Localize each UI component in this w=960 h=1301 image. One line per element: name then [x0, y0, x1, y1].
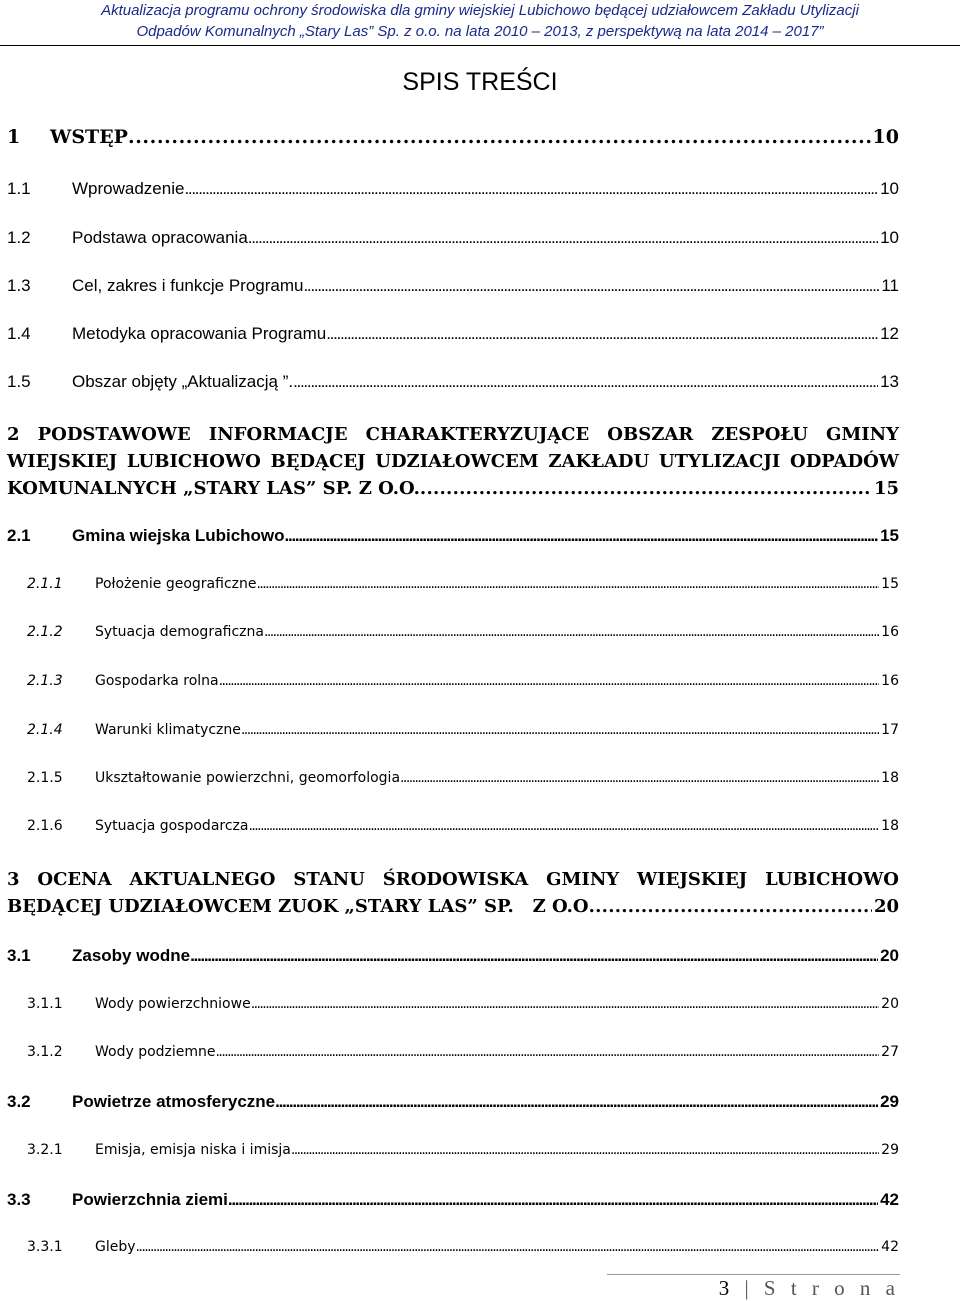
toc-leader	[264, 624, 879, 640]
toc-page: 15	[880, 526, 899, 545]
toc-number: 3.3.1	[27, 1239, 63, 1255]
toc-text: Ukształtowanie powierzchni, geomorfologia	[95, 770, 401, 786]
toc-text-line-2: WIEJSKIEJ LUBICHOWO BĘDĄCEJ UDZIAŁOWCEM ZAKŁADU UTYLIZACJI ODPADÓW	[7, 451, 899, 472]
toc-text-line-3: KOMUNALNYCH „STARY LAS” SP. Z O.O.	[7, 478, 420, 499]
toc-leader	[219, 673, 880, 689]
toc-page: 20	[873, 896, 899, 917]
toc-page: 12	[880, 324, 899, 343]
toc-text: Wody podziemne	[95, 1044, 216, 1060]
toc-page: 10	[880, 228, 899, 247]
running-header	[0, 0, 960, 46]
header-line-1: Aktualizacja programu ochrony środowiska dla gminy wiejskiej Lubichowo będącej udziałowcem Zakładu Utylizacji	[101, 2, 859, 19]
toc-entry-3-1[interactable]	[7, 946, 899, 966]
toc-entry-3-3-1[interactable]	[27, 1239, 899, 1255]
toc-number: 1.2	[7, 228, 31, 247]
toc-entry-3-2-1[interactable]	[27, 1142, 899, 1158]
toc-entry-3[interactable]	[7, 866, 899, 920]
toc-text-line-2: BĘDĄCEJ UDZIAŁOWCEM ZUOK „STARY LAS” SP. Z O.O	[7, 896, 589, 917]
toc-text: Metodyka opracowania Programu	[72, 324, 327, 343]
toc-page: 17	[881, 722, 899, 738]
toc-entry-1[interactable]	[7, 126, 899, 148]
toc-entry-2-1-5[interactable]	[27, 770, 899, 786]
toc-text-line-1: 3 OCENA AKTUALNEGO STANU ŚRODOWISKA GMINY WIEJSKIEJ LUBICHOWO	[7, 869, 899, 890]
toc-page: 15	[881, 576, 899, 592]
toc-entry-2-1[interactable]	[7, 526, 899, 546]
toc-text: Wprowadzenie	[72, 179, 185, 198]
toc-page: 18	[881, 818, 899, 834]
toc-number: 3.3	[7, 1190, 31, 1209]
toc-leader	[216, 1044, 880, 1060]
toc-entry-1-3[interactable]	[7, 276, 899, 296]
toc-text: Gmina wiejska Lubichowo	[72, 526, 285, 545]
toc-text: Warunki klimatyczne	[95, 722, 241, 738]
footer-separator: |	[744, 1276, 754, 1300]
toc-entry-3-2[interactable]	[7, 1092, 899, 1112]
toc-text: Sytuacja gospodarcza	[95, 818, 249, 834]
toc-text: Zasoby wodne	[72, 946, 191, 965]
toc-page: 20	[880, 946, 899, 965]
toc-page: 18	[881, 770, 899, 786]
toc-leader	[184, 179, 878, 199]
toc-page: 15	[873, 478, 899, 499]
toc-leader	[291, 1142, 879, 1158]
toc-text: Podstawa opracowania	[72, 228, 248, 247]
toc-number: 1.1	[7, 179, 31, 198]
header-line-2: Odpadów Komunalnych „Stary Las” Sp. z o.o. na lata 2010 – 2013, z perspektywą na lata 2014 – 2017”	[136, 23, 824, 40]
toc-text: Obszar objęty „Aktualizacją ”.	[72, 372, 294, 391]
footer-page-number: 3	[718, 1276, 735, 1300]
toc-entry-2[interactable]	[7, 421, 899, 502]
toc-entry-2-1-3[interactable]	[27, 673, 899, 689]
toc-number: 3.1.2	[27, 1044, 63, 1060]
footer-divider	[607, 1274, 900, 1275]
toc-text: Powietrze atmosferyczne	[72, 1092, 276, 1111]
toc-page: 10	[872, 126, 899, 148]
toc-leader	[241, 722, 879, 738]
toc-leader	[326, 324, 878, 344]
toc-page: 29	[881, 1142, 899, 1158]
toc-leader	[303, 276, 879, 296]
toc-text: Cel, zakres i funkcje Programu	[72, 276, 304, 295]
toc-leader	[589, 893, 872, 920]
toc-page: 16	[881, 673, 899, 689]
toc-number: 2.1.2	[27, 624, 63, 640]
toc-entry-2-1-1[interactable]	[27, 576, 899, 592]
toc-text: Powierzchnia ziemi	[72, 1190, 228, 1209]
toc-entry-1-4[interactable]	[7, 324, 899, 344]
toc-page: 11	[881, 276, 899, 295]
toc-text-line-1: 2 PODSTAWOWE INFORMACJE CHARAKTERYZUJĄCE OBSZAR ZESPOŁU GMINY	[7, 424, 899, 445]
toc-page: 10	[880, 179, 899, 198]
toc-text: Położenie geograficzne	[95, 576, 257, 592]
toc-number: 3.2	[7, 1092, 31, 1111]
toc-leader	[400, 770, 879, 786]
toc-leader	[228, 1190, 878, 1210]
toc-leader	[248, 228, 878, 248]
toc-number: 1.3	[7, 276, 31, 295]
toc-number: 1	[7, 126, 21, 148]
toc-page: 20	[881, 996, 899, 1012]
toc-leader	[251, 996, 879, 1012]
toc-text: Sytuacja demograficzna	[95, 624, 264, 640]
page-title: SPIS TREŚCI	[402, 68, 558, 96]
toc-number: 3.1.1	[27, 996, 63, 1012]
toc-page: 29	[880, 1092, 899, 1111]
toc-number: 2.1.5	[27, 770, 63, 786]
toc-number: 1.5	[7, 372, 31, 391]
toc-text: Gleby	[95, 1239, 136, 1255]
toc-text: Emisja, emisja niska i imisja	[95, 1142, 291, 1158]
toc-page: 42	[881, 1239, 899, 1255]
toc-number: 2.1.4	[27, 722, 63, 738]
page-footer	[719, 1276, 900, 1301]
toc-page: 13	[880, 372, 899, 391]
toc-leader	[248, 818, 879, 834]
toc-entry-3-1-2[interactable]	[27, 1044, 899, 1060]
toc-leader	[275, 1092, 878, 1112]
toc-entry-1-5[interactable]	[7, 372, 899, 392]
toc-leader	[293, 372, 878, 392]
footer-label: S t r o n a	[763, 1276, 900, 1300]
toc-number: 2.1.6	[27, 818, 63, 834]
toc-text: Wody powierzchniowe	[95, 996, 251, 1012]
toc-text: WSTĘP	[50, 126, 128, 148]
toc-entry-2-1-2[interactable]	[27, 624, 899, 640]
toc-text-line-3-row	[7, 475, 899, 502]
toc-leader	[136, 1239, 880, 1255]
toc-leader	[256, 576, 879, 592]
toc-entry-3-3[interactable]	[7, 1190, 899, 1210]
toc-number: 3.2.1	[27, 1142, 63, 1158]
toc-entry-1-1[interactable]	[7, 179, 899, 199]
toc-entry-1-2[interactable]	[7, 228, 899, 248]
toc-entry-2-1-4[interactable]	[27, 722, 899, 738]
toc-page: 16	[881, 624, 899, 640]
toc-text-line-2-row	[7, 893, 899, 920]
toc-number: 1.4	[7, 324, 31, 343]
toc-page: 42	[880, 1190, 899, 1209]
toc-number: 2.1.1	[27, 576, 63, 592]
toc-text: Gospodarka rolna	[95, 673, 219, 689]
toc-leader	[420, 475, 872, 502]
toc-leader	[128, 126, 871, 148]
toc-entry-2-1-6[interactable]	[27, 818, 899, 834]
toc-entry-3-1-1[interactable]	[27, 996, 899, 1012]
toc-leader	[190, 946, 878, 966]
toc-number: 2.1	[7, 526, 31, 545]
toc-page: 27	[881, 1044, 899, 1060]
toc-leader	[285, 526, 879, 546]
toc-number: 2.1.3	[27, 673, 63, 689]
toc-number: 3.1	[7, 946, 31, 965]
